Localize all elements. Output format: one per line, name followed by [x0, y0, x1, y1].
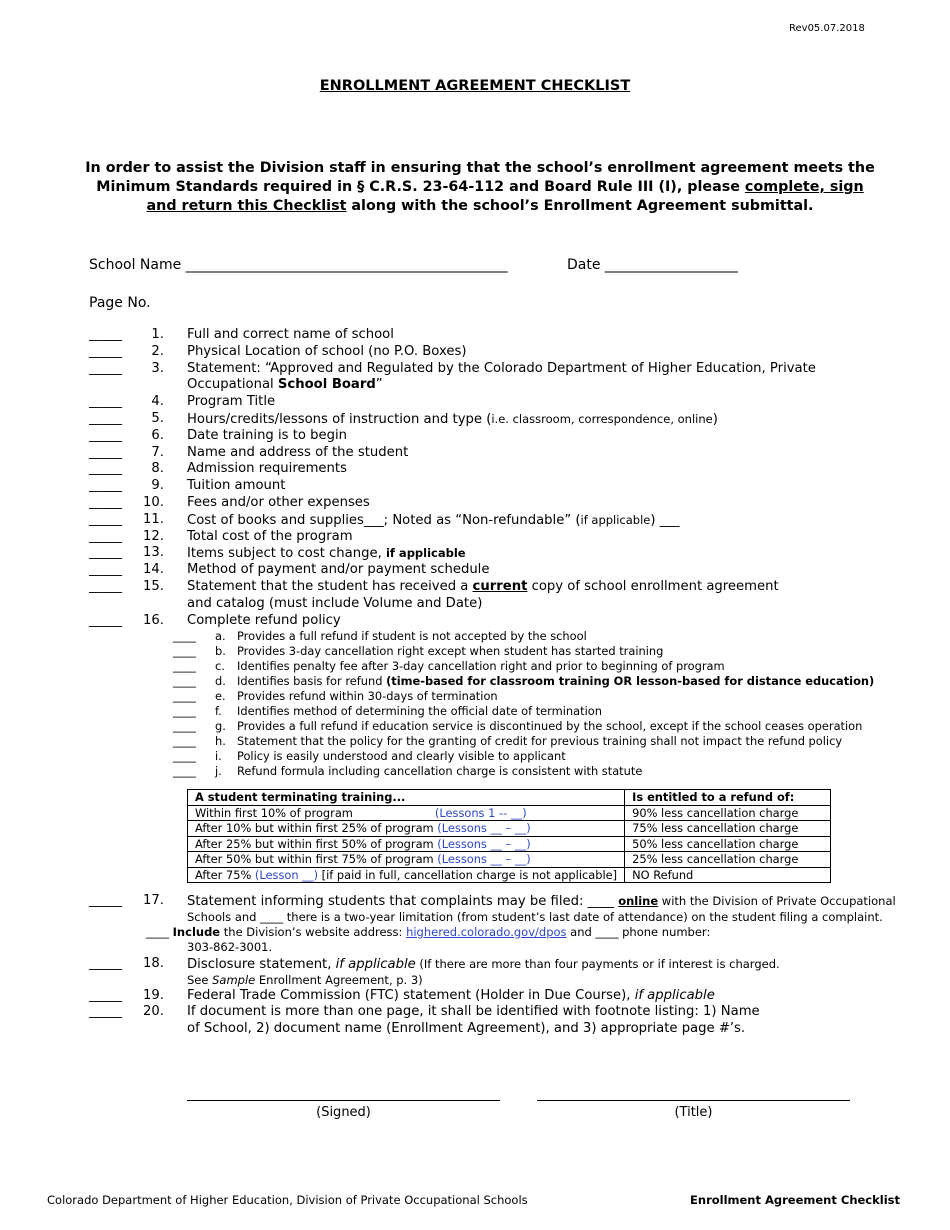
checklist-item: [0, 478, 950, 495]
checklist-item-continued: [0, 596, 950, 613]
item-text: Admission requirements: [187, 461, 347, 477]
lessons-blank[interactable]: (Lessons __ – __): [437, 852, 531, 866]
subitem-text: Statement that the policy for the granting of credit for previous training shall not impact the refund policy: [237, 734, 843, 749]
refund-subitem: [0, 674, 950, 689]
refund-subitem: [0, 734, 950, 749]
table-cell: [188, 852, 625, 868]
subitem-blank[interactable]: ____: [173, 749, 196, 764]
page-blank[interactable]: _____: [89, 410, 122, 426]
checklist-item: [0, 893, 950, 910]
subitem-blank[interactable]: ____: [173, 659, 196, 674]
period-text: After 75%: [195, 867, 255, 882]
footer-doc-title: Enrollment Agreement Checklist: [690, 1193, 900, 1207]
subitem-blank[interactable]: ____: [173, 689, 196, 704]
checklist-item: [0, 428, 950, 445]
page-blank[interactable]: _____: [89, 360, 122, 376]
item-number: 3.: [151, 360, 164, 376]
item-text: [187, 956, 780, 974]
period-text: After 50% but within first 75% of program: [195, 852, 438, 866]
subitem-text: [237, 674, 874, 689]
lessons-blank[interactable]: (Lessons __ – __): [437, 821, 531, 835]
checklist-item: [0, 394, 950, 411]
item-text-part: ): [712, 411, 718, 427]
item-number: 20.: [143, 1004, 164, 1020]
refund-subitem: [0, 629, 950, 644]
page-blank[interactable]: _____: [89, 327, 122, 342]
item-text: Statement: “Approved and Regulated by the Colorado Department of Higher Education, Private: [187, 360, 816, 376]
title-label: (Title): [674, 1105, 713, 1120]
item-text-part: Statement informing students that complaints may be filed: ____: [187, 894, 619, 909]
page-blank[interactable]: _____: [89, 578, 122, 594]
checklist-item-continued: [0, 377, 950, 394]
period-text: After 25% but within first 50% of program: [195, 836, 438, 851]
subitem-blank[interactable]: ____: [173, 704, 196, 719]
item-text-part: Occupational: [187, 377, 278, 393]
item-number: 15.: [143, 578, 164, 594]
item-text-part: Federal Trade Commission (FTC) statement (Holder in Due Course),: [187, 987, 635, 1003]
table-header: A student terminating training...: [188, 790, 625, 806]
item-number: 8.: [151, 461, 164, 477]
item-number: 11.: [143, 511, 164, 527]
item-text-part: ____: [146, 924, 173, 939]
checklist-item: [0, 361, 950, 378]
subitem-blank[interactable]: ____: [173, 629, 196, 644]
subitem-letter: g.: [215, 719, 226, 734]
checklist-item: [0, 956, 950, 973]
checklist-item-continued: [0, 973, 950, 988]
page-blank[interactable]: _____: [89, 987, 122, 1003]
item-text-part: ) ___: [650, 512, 680, 528]
item-number: 19.: [143, 987, 164, 1003]
table-row: [188, 867, 831, 883]
item-number: 2.: [151, 343, 164, 359]
item-text: [187, 579, 779, 596]
page-blank[interactable]: _____: [89, 511, 122, 527]
item-text: [187, 893, 896, 911]
lessons-blank[interactable]: (Lessons __ – __): [437, 836, 531, 851]
item-text-part: (If there are more than four payments or if interest is charged.: [415, 956, 780, 971]
page-blank[interactable]: _____: [89, 478, 122, 494]
table-header: Is entitled to a refund of:: [625, 790, 831, 806]
item-text-part: See: [187, 972, 213, 987]
intro-paragraph: [80, 159, 880, 216]
refund-subitem: [0, 719, 950, 734]
period-note: [if paid in full, cancellation charge is not applicable]: [318, 867, 618, 882]
item-text: and catalog (must include Volume and Date): [187, 595, 483, 611]
page-blank[interactable]: _____: [89, 545, 122, 561]
checklist-item: [0, 512, 950, 529]
subitem-letter: i.: [215, 749, 222, 764]
item-text: Name and address of the student: [187, 444, 409, 460]
checklist-item-continued: [0, 940, 950, 956]
subitem-text: Policy is easily understood and clearly visible to applicant: [237, 749, 566, 764]
item-number: 12.: [143, 528, 164, 544]
checklist: [0, 327, 950, 779]
table-cell: 25% less cancellation charge: [625, 852, 831, 868]
subitem-letter: j.: [215, 764, 222, 779]
table-cell: 75% less cancellation charge: [625, 821, 831, 837]
table-header-row: [188, 790, 831, 806]
table-cell: [188, 805, 625, 821]
page-blank[interactable]: _____: [89, 893, 122, 908]
subitem-letter: e.: [215, 689, 226, 704]
item-number: 7.: [151, 444, 164, 460]
item-text-part: ”: [375, 377, 383, 393]
page-blank[interactable]: _____: [89, 427, 122, 443]
subitem-text: Identifies method of determining the official date of termination: [237, 704, 602, 719]
item-text-italic: if applicable: [634, 987, 715, 1003]
item-text-bold: School Board: [277, 377, 376, 393]
checklist-item-continued: [0, 910, 950, 925]
checklist-item-continued: [0, 925, 950, 940]
subitem-blank[interactable]: ____: [173, 764, 196, 779]
item-text-bold: Include: [172, 924, 221, 939]
checklist-item: [0, 988, 950, 1005]
item-text: [187, 411, 718, 429]
table-cell: [188, 836, 625, 852]
item-text: Complete refund policy: [187, 612, 341, 628]
checklist-item: [0, 613, 950, 630]
item-text: Fees and/or other expenses: [187, 494, 370, 510]
table-cell: 90% less cancellation charge: [625, 805, 831, 821]
item-number: 9.: [151, 478, 164, 494]
subitem-text: Identifies penalty fee after 3-day cancellation right and prior to beginning of program: [237, 659, 725, 674]
checklist-item: [0, 1004, 950, 1021]
subitem-text: Provides a full refund if student is not accepted by the school: [237, 629, 587, 644]
subitem-letter: b.: [215, 644, 226, 659]
item-text: Full and correct name of school: [187, 327, 394, 342]
item-text-bold: if applicable: [385, 546, 466, 561]
item-number: 14.: [143, 562, 164, 578]
subitem-blank[interactable]: ____: [173, 674, 196, 689]
item-text-bold: online: [618, 894, 659, 908]
refund-subitem: [0, 644, 950, 659]
subitem-text: Provides refund within 30-days of termination: [237, 689, 498, 704]
intro-text-2: along with the school’s Enrollment Agreement submittal.: [346, 198, 814, 214]
item-text-part: Enrollment Agreement, p. 3): [255, 972, 423, 987]
item-text-part: Cost of books and supplies___; Noted as “Non-refundable” (: [187, 512, 581, 528]
item-number: 5.: [151, 410, 164, 426]
checklist-item-continued: [0, 1021, 950, 1038]
item-text: Date training is to begin: [187, 427, 348, 443]
item-text: If document is more than one page, it shall be identified with footnote listing: 1) Name: [187, 1004, 760, 1020]
item-text-part: with the Division of Private Occupational: [658, 894, 896, 908]
item-text-small: if applicable: [580, 512, 651, 527]
subitem-letter: c.: [215, 659, 225, 674]
item-number: 4.: [151, 394, 164, 410]
item-text-part: Disclosure statement,: [187, 956, 336, 972]
item-text: Schools and ____ there is a two-year limitation (from student’s last date of attendance) on the student filing a complaint.: [187, 909, 883, 924]
item-text-italic: if applicable: [335, 956, 416, 972]
item-text-part: and ____ phone number:: [566, 924, 711, 939]
table-row: [188, 836, 831, 852]
checklist-item: [0, 344, 950, 361]
table-cell: 50% less cancellation charge: [625, 836, 831, 852]
period-text: After 10% but within first 25% of program: [195, 821, 438, 835]
subitem-letter: f.: [215, 704, 222, 719]
item-number: 6.: [151, 427, 164, 443]
page-title: ENROLLMENT AGREEMENT CHECKLIST: [319, 78, 631, 94]
revision-code: Rev05.07.2018: [789, 23, 865, 34]
item-text: Total cost of the program: [187, 528, 353, 544]
table-row: [188, 821, 831, 837]
refund-table: [187, 789, 831, 883]
item-text: Method of payment and/or payment schedule: [187, 562, 490, 578]
page-blank[interactable]: _____: [89, 494, 122, 510]
page-blank[interactable]: _____: [89, 612, 122, 628]
intro-text-1: In order to assist the Division staff in ensuring that the school’s enrollment agreement meets the Minimum Standards required in § C.R.S. 23-64-112 and Board Rule III (I), please: [85, 160, 875, 195]
table-row: [188, 805, 831, 821]
item-text-part: Hours/credits/lessons of instruction and type (: [187, 411, 492, 427]
lessons-blank[interactable]: (Lesson __): [254, 867, 319, 882]
page-blank[interactable]: _____: [89, 394, 122, 410]
item-text: [187, 545, 466, 563]
item-number: 13.: [143, 545, 164, 561]
page-no-heading: Page No.: [89, 295, 151, 311]
signature-line[interactable]: [187, 1100, 500, 1101]
item-number: 10.: [143, 494, 164, 510]
lessons-blank[interactable]: (Lessons 1 -- __): [434, 805, 527, 820]
table-cell: [188, 867, 625, 883]
checklist-item: [0, 495, 950, 512]
checklist-item: [0, 327, 950, 344]
subitem-letter: a.: [215, 629, 226, 644]
table-cell: [188, 821, 625, 837]
item-text: Tuition amount: [187, 478, 286, 494]
page-blank[interactable]: _____: [89, 562, 122, 578]
checklist-item: [0, 411, 950, 428]
item-text: [187, 988, 715, 1005]
website-link[interactable]: highered.colorado.gov/dpos: [406, 924, 567, 939]
item-text: [187, 512, 680, 530]
subitem-text-part: Identifies basis for refund: [237, 674, 387, 689]
subitem-blank[interactable]: ____: [173, 719, 196, 734]
refund-subitem: [0, 704, 950, 719]
checklist-item: [0, 545, 950, 562]
refund-subitem: [0, 659, 950, 674]
page-blank[interactable]: _____: [89, 343, 122, 359]
signed-label: (Signed): [316, 1105, 371, 1120]
phone-number: 303-862-3001.: [187, 939, 273, 954]
item-text-part: the Division’s website address:: [220, 924, 407, 939]
school-name-field[interactable]: School Name ______________________________________________: [89, 257, 508, 273]
item-text-bold: current: [472, 578, 528, 594]
table-row: [188, 852, 831, 868]
subitem-blank[interactable]: ____: [173, 644, 196, 659]
subitem-text: Provides 3-day cancellation right except when student has started training: [237, 644, 664, 659]
item-text: Program Title: [187, 394, 276, 410]
subitem-text-bold: (time-based for classroom training OR lesson-based for distance education): [386, 674, 875, 689]
page-blank[interactable]: _____: [89, 461, 122, 477]
checklist-item: [0, 461, 950, 478]
checklist-continued: [0, 893, 950, 1038]
refund-subitem: [0, 764, 950, 779]
refund-subitem: [0, 749, 950, 764]
subitem-blank[interactable]: ____: [173, 734, 196, 749]
item-text-small: i.e. classroom, correspondence, online: [491, 411, 713, 426]
title-line[interactable]: [537, 1100, 850, 1101]
item-text: [187, 377, 383, 394]
item-text: Physical Location of school (no P.O. Boxes): [187, 343, 467, 359]
item-number: 18.: [143, 955, 164, 971]
page-blank[interactable]: _____: [89, 1004, 122, 1020]
item-text: [187, 973, 423, 988]
subitem-letter: d.: [215, 674, 226, 689]
checklist-item: [0, 579, 950, 596]
page-blank[interactable]: _____: [89, 444, 122, 460]
footer-department: Colorado Department of Higher Education, Division of Private Occupational Schools: [47, 1193, 528, 1207]
checklist-item: [0, 529, 950, 546]
subitem-text: Refund formula including cancellation charge is consistent with statute: [237, 764, 643, 779]
subitem-letter: h.: [215, 734, 226, 749]
item-number: 1.: [151, 327, 164, 342]
item-text: of School, 2) document name (Enrollment Agreement), and 3) appropriate page #’s.: [187, 1021, 746, 1037]
item-number: 17.: [143, 893, 164, 908]
table-cell: NO Refund: [625, 867, 831, 883]
page-blank[interactable]: _____: [89, 528, 122, 544]
date-field[interactable]: Date ___________________: [567, 257, 738, 273]
checklist-item: [0, 562, 950, 579]
period-text: Within first 10% of program: [195, 805, 353, 820]
refund-subitem: [0, 689, 950, 704]
intro-underlined: complete, sign and return this Checklist: [146, 179, 864, 214]
checklist-item: [0, 445, 950, 462]
item-number: 16.: [143, 612, 164, 628]
item-text: [146, 925, 710, 940]
item-text-part: Items subject to cost change,: [187, 546, 386, 562]
page-blank[interactable]: _____: [89, 955, 122, 971]
item-text-part: copy of school enrollment agreement: [527, 578, 779, 594]
item-text-italic: Sample: [212, 972, 256, 987]
item-text-part: Statement that the student has received a: [187, 578, 473, 594]
subitem-text: Provides a full refund if education service is discontinued by the school, except if the school ceases operation: [237, 719, 863, 734]
